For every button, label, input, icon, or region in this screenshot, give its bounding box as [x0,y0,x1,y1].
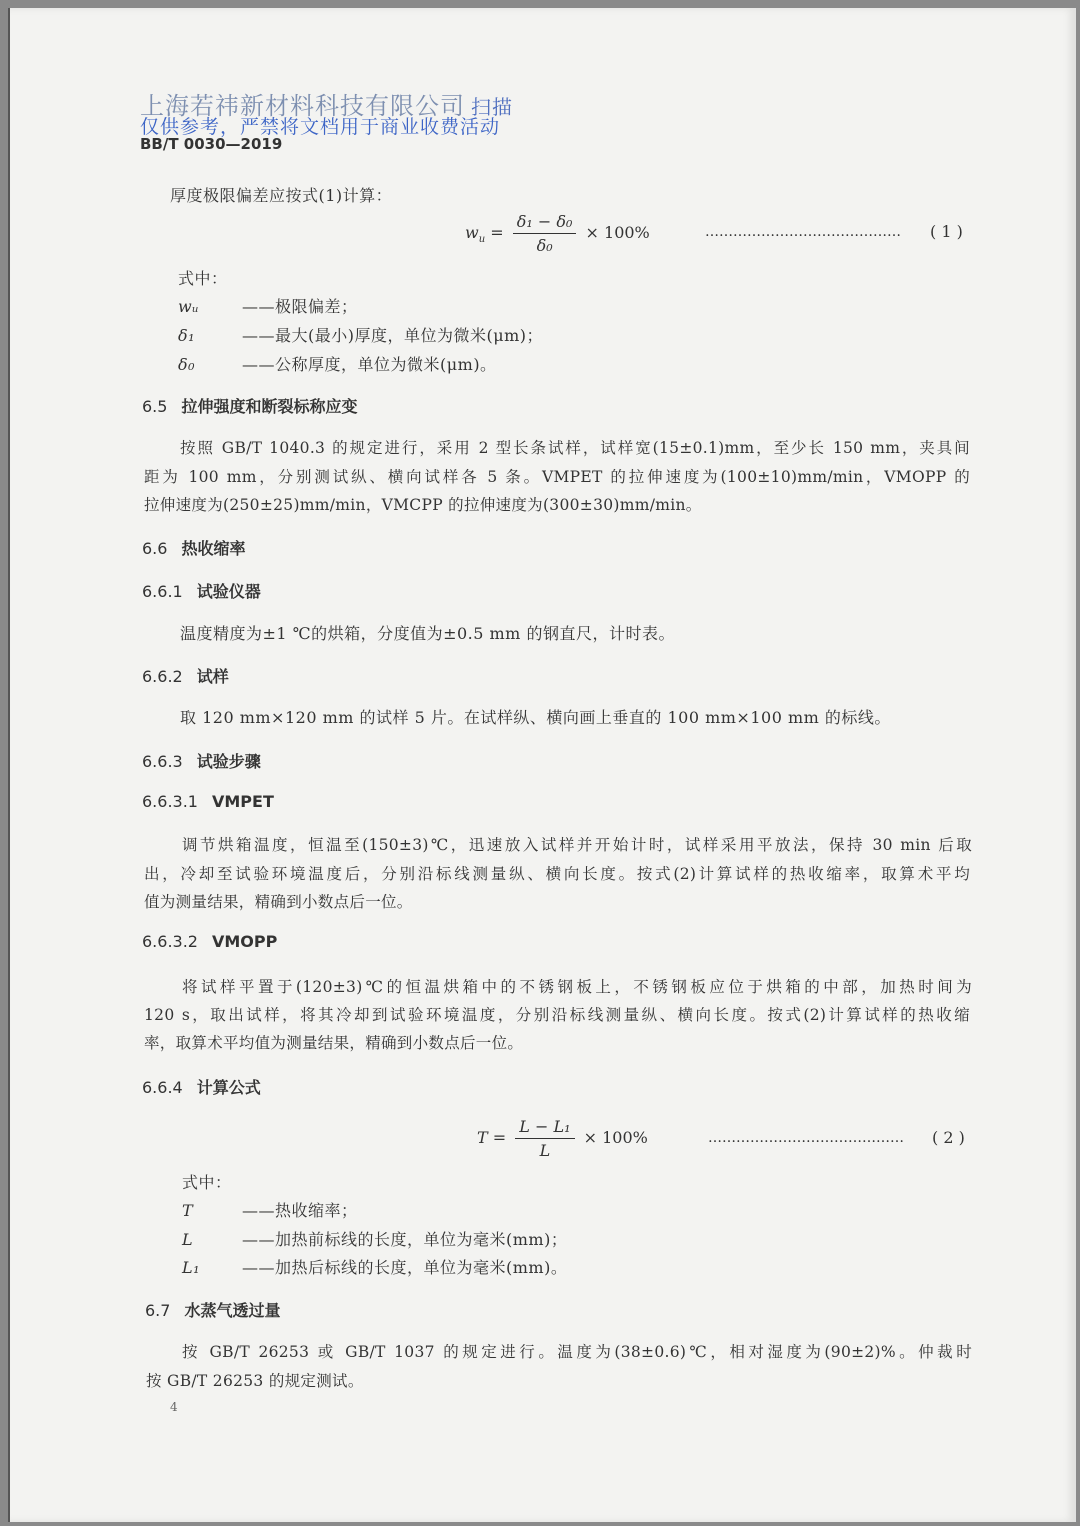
formula-1 [465,212,650,255]
thickness-where: 式中： [178,269,228,288]
section-heading-6-6-3 [142,749,261,772]
section-title: 热收缩率 [181,539,246,558]
section-number: 6.7 [145,1301,171,1320]
formula-2 [477,1117,648,1160]
paragraph-line: 按照 GB/T 1040.3 的规定进行，采用 2 型长条试样，试样宽(15±0.1)mm，至少长 150 mm，夹具间 [180,439,970,457]
watermark-scan-label: 扫描 [471,95,513,119]
paragraph-line: 取 120 mm×120 mm 的试样 5 片。在试样纵、横向画上垂直的 100 mm×100 mm 的标线。 [180,708,891,727]
section-number: 6.6.3.1 [142,792,198,811]
section-heading-6-6-3-2 [142,932,277,951]
section-number: 6.6 [142,539,168,558]
formula-2-var-row [182,1255,567,1278]
formula-2-times: × 100% [583,1128,648,1147]
formula-1-leader: …………………………………… [705,224,901,240]
section-heading-6-6-2 [142,664,229,687]
section-number: 6.5 [142,397,168,416]
formula-1-lhs-sub: u [478,234,486,246]
formula-1-numerator: δ₁ − δ₀ [513,212,577,234]
formula-1-lhs: w [465,223,479,242]
formula-2-var-row [182,1227,567,1250]
formula-2-where: 式中： [182,1173,232,1192]
thickness-var-row [178,294,358,317]
section-heading-6-6-4 [142,1075,261,1098]
paragraph-line: 按 GB/T 26253 的规定测试。 [146,1372,364,1390]
section-number: 6.6.4 [142,1078,183,1097]
paragraph-line: 按 GB/T 26253 或 GB/T 1037 的规定进行。温度为(38±0.6)℃，相对湿度为(90±2)%。仲裁时 [182,1343,972,1361]
section-number: 6.6.3.2 [142,932,198,951]
paragraph-line: 120 s，取出试样，将其冷却到试验环境温度，分别沿标线测量纵、横向长度。按式(2)计算试样的热收缩 [144,1006,970,1024]
thickness-intro: 厚度极限偏差应按式(1)计算： [170,186,393,205]
section-heading-6-5 [142,394,357,417]
var-desc: ——热收缩率； [242,1201,358,1220]
formula-1-times: × 100% [585,223,650,242]
paragraph-line: 出，冷却至试验环境温度后，分别沿标线测量纵、横向长度。按式(2)计算试样的热收缩率，取算术平均 [144,865,970,883]
paragraph-line: 拉伸速度为(250±25)mm/min，VMCPP 的拉伸速度为(300±30)mm/min。 [144,496,702,514]
var-symbol: δ₀ [178,355,196,374]
section-number: 6.6.1 [142,582,183,601]
formula-2-eq: = [492,1128,507,1147]
formula-2-fraction [515,1117,574,1160]
var-symbol: wᵤ [178,297,200,316]
formula-2-numerator: L − L₁ [515,1117,574,1139]
thickness-var-row [178,323,543,346]
section-title: VMOPP [211,932,278,951]
section-number: 6.6.2 [142,667,183,686]
section-title: 试样 [196,667,229,686]
paragraph-line: 将试样平置于(120±3)℃的恒温烘箱中的不锈钢板上，不锈钢板应位于烘箱的中部，加热时间为 [182,978,972,996]
document-page [8,8,1076,1522]
doc-number: BB/T 0030—2019 [140,135,283,153]
section-title: VMPET [211,792,274,811]
section-title: 计算公式 [196,1078,261,1097]
section-heading-6-6-1 [142,579,261,602]
formula-2-denominator: L [539,1141,551,1160]
formula-1-fraction [513,212,577,255]
var-desc: ——加热前标线的长度，单位为毫米(mm)； [242,1230,568,1249]
formula-2-lhs: T [477,1128,488,1147]
formula-2-var-row [182,1198,358,1221]
thickness-var-row [178,352,497,375]
var-symbol: L [182,1230,194,1249]
var-desc: ——极限偏差； [242,297,358,316]
section-title: 试验仪器 [196,582,261,601]
paragraph-line: 率，取算术平均值为测量结果，精确到小数点后一位。 [144,1034,524,1052]
paragraph-line: 值为测量结果，精确到小数点后一位。 [144,893,413,911]
formula-1-eq: = [490,223,504,242]
section-heading-6-7 [145,1298,280,1321]
formula-1-denominator: δ₀ [536,236,553,255]
section-heading-6-6-3-1 [142,792,274,811]
formula-2-leader: …………………………………… [708,1130,904,1146]
var-symbol: δ₁ [178,326,196,345]
paragraph-line: 调节烘箱温度，恒温至(150±3)℃，迅速放入试样并开始计时，试样采用平放法，保持 30 min 后取 [182,836,972,854]
var-desc: ——公称厚度，单位为微米(μm)。 [242,355,497,374]
var-symbol: L₁ [182,1258,201,1277]
var-desc: ——最大(最小)厚度，单位为微米(μm)； [242,326,544,345]
formula-2-number: ( 2 ) [932,1128,965,1147]
watermark-notice: 仅供参考，严禁将文档用于商业收费活动 [140,116,501,138]
watermark-company-name: 上海若祎新材料科技有限公司 [140,92,465,120]
var-symbol: T [182,1201,194,1220]
var-desc: ——加热后标线的长度，单位为毫米(mm)。 [242,1258,568,1277]
page-number: 4 [170,1400,178,1414]
section-title: 水蒸气透过量 [184,1301,281,1320]
section-heading-6-6 [142,536,245,559]
paragraph-line: 温度精度为±1 ℃的烘箱，分度值为±0.5 mm 的钢直尺，计时表。 [180,624,675,643]
section-title: 拉伸强度和断裂标称应变 [181,397,358,416]
paragraph-line: 距为 100 mm，分别测试纵、横向试样各 5 条。VMPET 的拉伸速度为(100±10)mm/min，VMOPP 的 [144,468,970,486]
formula-1-number: ( 1 ) [930,222,963,241]
section-title: 试验步骤 [196,752,261,771]
section-number: 6.6.3 [142,752,183,771]
